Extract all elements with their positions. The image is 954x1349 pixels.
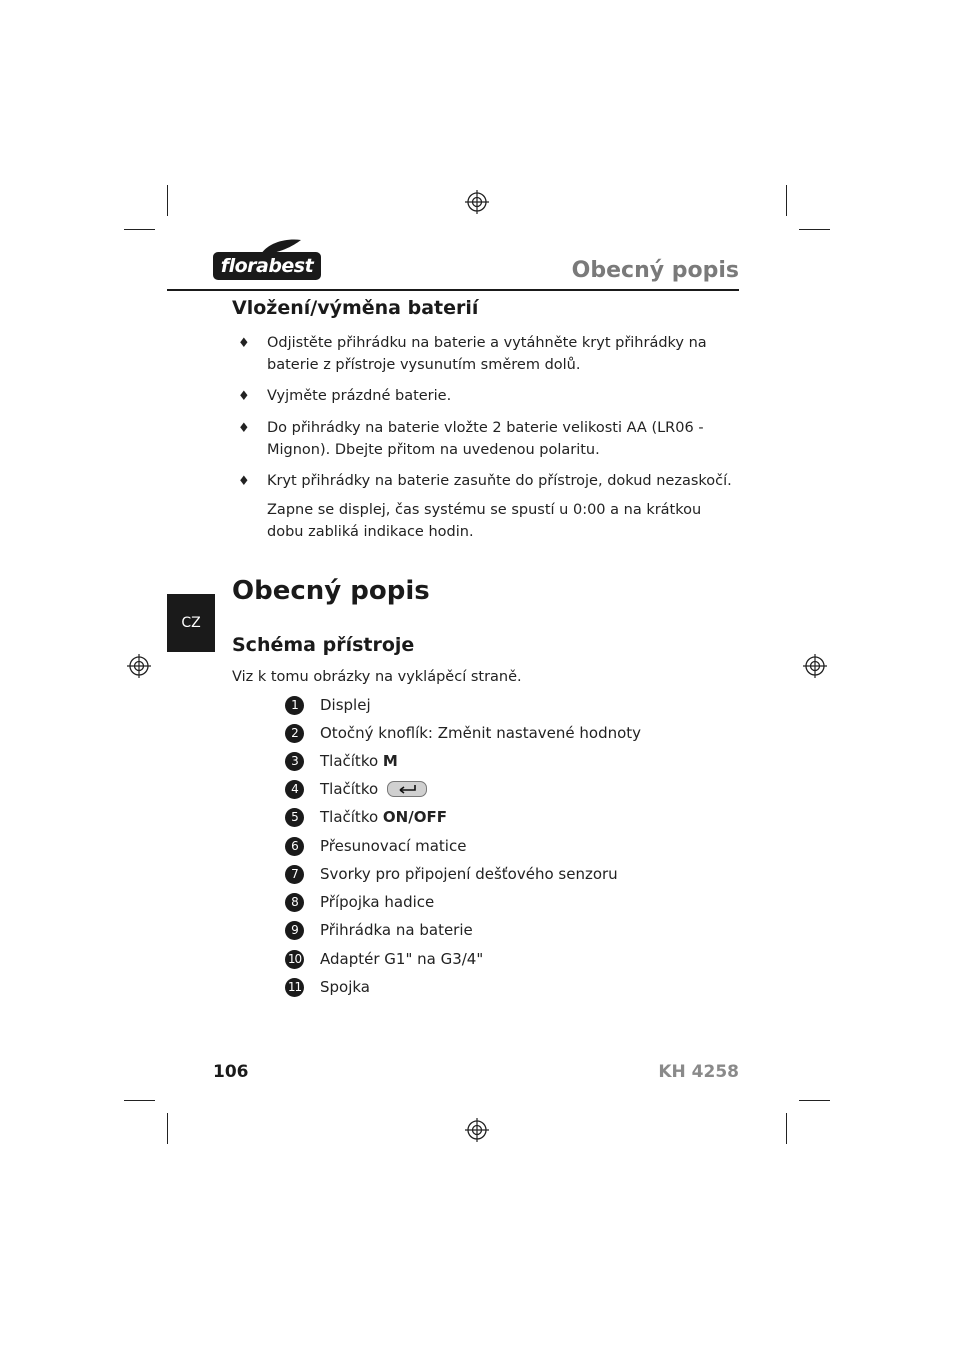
- header-divider: [167, 289, 739, 291]
- item-number-badge: 3: [285, 752, 304, 771]
- bullet-icon: ♦: [238, 336, 250, 351]
- list-item: Přesunovací matice: [320, 837, 467, 855]
- list-item: Kryt přihrádky na baterie zasuňte do přístroje, dokud nezaskočí.: [267, 473, 732, 489]
- list-item: Odjistěte přihrádku na baterie a vytáhněte kryt přihrádky na baterie z přístroje vysunutím směrem dolů.: [267, 335, 707, 373]
- brand-logo: [213, 238, 323, 284]
- item-number-badge: 5: [285, 808, 304, 827]
- bullet-icon: ♦: [238, 474, 250, 489]
- list-item: Tlačítko ON/OFF: [320, 808, 447, 826]
- item-number-badge: 7: [285, 865, 304, 884]
- section-heading: Schéma přístroje: [232, 634, 415, 656]
- item-number-badge: 8: [285, 893, 304, 912]
- crop-mark: [799, 229, 830, 230]
- item-number-badge: 2: [285, 724, 304, 743]
- registration-mark-icon: [465, 1118, 489, 1142]
- crop-mark: [167, 1113, 168, 1144]
- list-item: Vyjměte prázdné baterie.: [267, 388, 452, 404]
- bullet-icon: ♦: [238, 389, 250, 404]
- enter-key-icon: [387, 781, 427, 797]
- item-number-badge: 10: [285, 950, 304, 969]
- crop-mark: [799, 1100, 830, 1101]
- list-item: Otočný knoflík: Změnit nastavené hodnoty: [320, 724, 642, 742]
- model-number: KH 4258: [658, 1062, 739, 1082]
- page-title: Obecný popis: [232, 576, 430, 606]
- list-item: Tlačítko: [320, 779, 427, 799]
- registration-mark-icon: [465, 190, 489, 214]
- list-item: Tlačítko M: [320, 752, 398, 770]
- crop-mark: [124, 229, 155, 230]
- bullet-icon: ♦: [238, 421, 250, 436]
- registration-mark-icon: [127, 654, 151, 678]
- item-number-badge: 1: [285, 696, 304, 715]
- intro-text: Viz k tomu obrázky na vyklápěcí straně.: [232, 669, 522, 685]
- header-title: Obecný popis: [571, 258, 739, 283]
- item-number-badge: 9: [285, 921, 304, 940]
- list-item: Displej: [320, 696, 371, 714]
- note-text: Zapne se displej, čas systému se spustí u 0:00 a na krátkou dobu zabliká indikace hodin.: [267, 502, 702, 540]
- list-item: Přípojka hadice: [320, 893, 435, 911]
- crop-mark: [167, 185, 168, 216]
- list-item: Svorky pro připojení dešťového senzoru: [320, 865, 618, 883]
- crop-mark: [786, 185, 787, 216]
- list-item: Do přihrádky na baterie vložte 2 baterie velikosti AA (LR06 - Mignon). Dbejte přitom na uvedenou polaritu.: [267, 420, 704, 458]
- section-heading: Vložení/výměna baterií: [232, 297, 479, 319]
- list-item: Adaptér G1" na G3/4": [320, 950, 484, 968]
- crop-mark: [124, 1100, 155, 1101]
- page-number: 106: [213, 1062, 249, 1082]
- list-item: Přihrádka na baterie: [320, 921, 473, 939]
- crop-mark: [786, 1113, 787, 1144]
- item-number-badge: 6: [285, 837, 304, 856]
- item-number-badge: 11: [285, 978, 304, 997]
- item-number-badge: 4: [285, 780, 304, 799]
- logo-text: florabest: [213, 252, 321, 280]
- list-item: Spojka: [320, 978, 371, 996]
- registration-mark-icon: [803, 654, 827, 678]
- language-tab: CZ: [167, 594, 215, 652]
